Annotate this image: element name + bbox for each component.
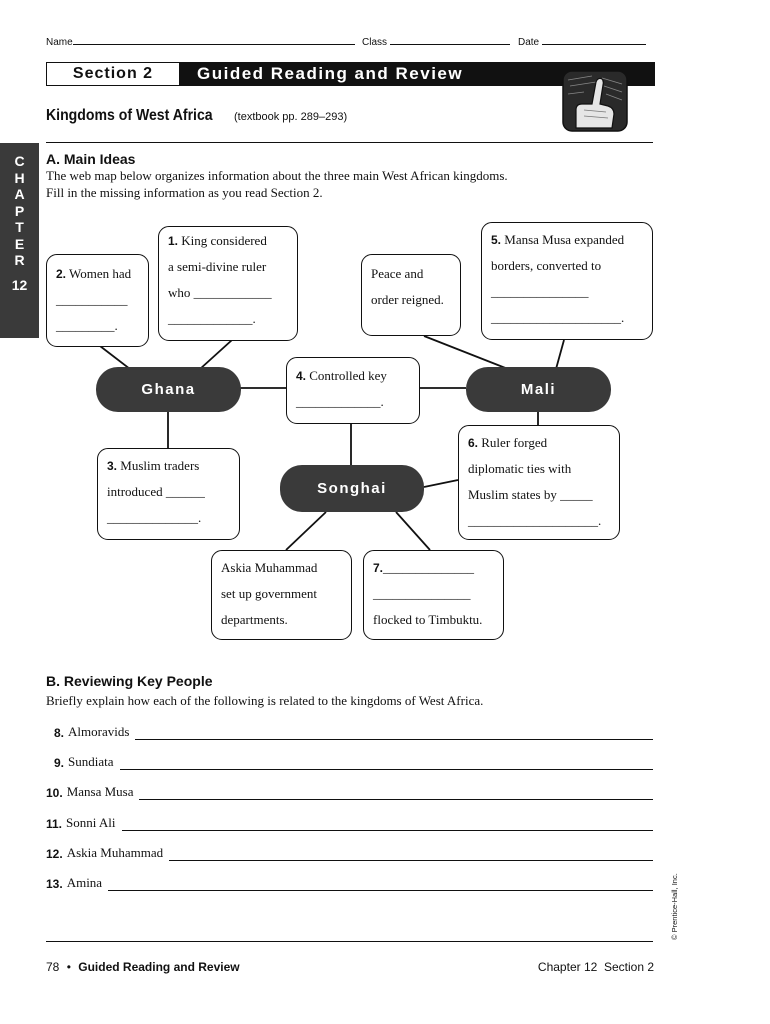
box-5[interactable] bbox=[481, 222, 653, 340]
box-4[interactable] bbox=[286, 357, 420, 424]
connector-ghana-1 bbox=[200, 340, 232, 369]
kingdom-ghana: Ghana bbox=[96, 367, 241, 412]
question-label: Sonni Ali bbox=[66, 815, 116, 830]
question-num: 10. bbox=[46, 786, 63, 800]
question-num: 11. bbox=[46, 817, 63, 831]
answer-line[interactable] bbox=[139, 787, 653, 800]
answer-line[interactable] bbox=[169, 848, 653, 861]
chapter-letter: E bbox=[14, 235, 25, 252]
box-askia-line: departments. bbox=[221, 612, 288, 627]
box-6-line: diplomatic ties with bbox=[468, 461, 572, 476]
question-13[interactable] bbox=[46, 875, 653, 891]
question-label: Sundiata bbox=[68, 754, 114, 769]
box-peace-line: Peace and bbox=[371, 266, 424, 281]
chapter-number: 12 bbox=[11, 276, 28, 293]
connector-songhai-7 bbox=[396, 512, 430, 550]
box-2[interactable] bbox=[46, 254, 149, 347]
question-label: Amina bbox=[66, 875, 103, 890]
box-1-line: a semi-divine ruler bbox=[168, 259, 267, 274]
box-5-line: Mansa Musa expanded bbox=[504, 232, 625, 247]
box-3-line: Muslim traders bbox=[120, 458, 200, 473]
box-3[interactable] bbox=[97, 448, 240, 540]
answer-line[interactable] bbox=[135, 727, 653, 740]
connector-peace-mali bbox=[424, 336, 508, 369]
box-5-line: _______________ bbox=[491, 284, 589, 299]
footer-right: Chapter 12 Section 2 bbox=[537, 960, 654, 974]
question-num: 13. bbox=[46, 877, 63, 891]
chapter-letter: P bbox=[14, 202, 25, 219]
chapter-letter: T bbox=[15, 219, 24, 235]
footer-book-title: Guided Reading and Review bbox=[78, 960, 240, 974]
box-3-line: ______________. bbox=[107, 510, 202, 525]
box-3-num: 3. bbox=[107, 459, 118, 473]
part-a-intro-1: The web map below organizes information about the three main West African kingdoms. bbox=[46, 168, 508, 183]
box-4-line: Controlled key bbox=[309, 368, 387, 383]
question-9[interactable] bbox=[46, 754, 653, 770]
question-label: Mansa Musa bbox=[66, 784, 134, 799]
page-number: 78 bbox=[46, 960, 60, 974]
section-title: Guided Reading and Review bbox=[197, 64, 464, 83]
question-num: 12. bbox=[46, 847, 63, 861]
box-7-num: 7. bbox=[373, 561, 384, 575]
chapter-letter: R bbox=[14, 252, 25, 268]
chapter-letter: C bbox=[14, 153, 25, 169]
box-7-line: flocked to Timbuktu. bbox=[373, 612, 483, 627]
box-4-line: _____________. bbox=[296, 394, 384, 409]
box-5-num: 5. bbox=[491, 233, 502, 247]
part-b-heading: B. Reviewing Key People bbox=[46, 673, 213, 689]
footer-bullet: • bbox=[66, 960, 71, 974]
answer-line[interactable] bbox=[120, 757, 653, 770]
box-2-num: 2. bbox=[56, 267, 67, 281]
box-6-line: ____________________. bbox=[468, 513, 602, 528]
question-8[interactable] bbox=[46, 724, 653, 740]
copyright: © Prentice-Hall, Inc. bbox=[670, 873, 679, 940]
box-5-line: ____________________. bbox=[491, 310, 625, 325]
box-askia bbox=[211, 550, 352, 640]
box-peace-line: order reigned. bbox=[371, 292, 444, 307]
box-askia-line: Askia Muhammad bbox=[221, 560, 318, 575]
box-7-line: _______________ bbox=[373, 586, 471, 601]
box-2-line: Women had bbox=[69, 266, 132, 281]
footer-left bbox=[46, 960, 240, 974]
name-label: Name bbox=[46, 37, 73, 48]
box-askia-line: set up government bbox=[221, 586, 318, 601]
class-label: Class bbox=[362, 37, 388, 48]
box-6-num: 6. bbox=[468, 436, 479, 450]
connector-songhai-6 bbox=[424, 480, 458, 487]
box-1[interactable] bbox=[158, 226, 298, 341]
part-a-intro-2: Fill in the missing information as you read Section 2. bbox=[46, 185, 323, 200]
page-subtitle: (textbook pp. 289–293) bbox=[234, 111, 348, 123]
box-peace bbox=[361, 254, 461, 336]
chapter-letter: H bbox=[14, 169, 25, 186]
question-num: 9. bbox=[54, 756, 65, 770]
question-12[interactable] bbox=[46, 845, 653, 861]
box-1-line: who ____________ bbox=[168, 285, 272, 300]
answer-line[interactable] bbox=[122, 818, 653, 831]
box-2-line: ___________ bbox=[56, 292, 128, 307]
question-11[interactable] bbox=[46, 815, 653, 831]
kingdom-mali: Mali bbox=[466, 367, 611, 412]
box-7-line: ______________ bbox=[383, 560, 475, 575]
box-2-line: _________. bbox=[56, 318, 118, 333]
box-6-line: Muslim states by _____ bbox=[468, 487, 593, 502]
box-6-line: Ruler forged bbox=[481, 435, 548, 450]
part-a-heading: A. Main Ideas bbox=[46, 151, 136, 167]
box-1-line: _____________. bbox=[168, 311, 256, 326]
page-title: Kingdoms of West Africa bbox=[46, 107, 213, 124]
box-1-num: 1. bbox=[168, 234, 179, 248]
box-1-line: King considered bbox=[181, 233, 267, 248]
box-4-num: 4. bbox=[296, 369, 307, 383]
connector-ghana-2 bbox=[100, 346, 130, 369]
box-6[interactable] bbox=[458, 425, 620, 540]
question-num: 8. bbox=[54, 726, 65, 740]
connector-5-mali bbox=[556, 340, 564, 369]
connector-songhai-askia bbox=[286, 512, 326, 550]
answer-line[interactable] bbox=[108, 878, 653, 891]
box-7[interactable] bbox=[363, 550, 504, 640]
box-3-line: introduced ______ bbox=[107, 484, 205, 499]
box-5-line: borders, converted to bbox=[491, 258, 602, 273]
question-label: Almoravids bbox=[68, 724, 130, 739]
footer-rule bbox=[46, 941, 653, 942]
kingdom-songhai: Songhai bbox=[280, 465, 424, 512]
section-label: Section 2 bbox=[47, 63, 179, 85]
chapter-letter: A bbox=[14, 186, 25, 202]
date-label: Date bbox=[518, 37, 540, 48]
question-10[interactable] bbox=[46, 784, 653, 800]
part-b-intro: Briefly explain how each of the following is related to the kingdoms of West Africa. bbox=[46, 693, 484, 708]
question-label: Askia Muhammad bbox=[66, 845, 164, 860]
